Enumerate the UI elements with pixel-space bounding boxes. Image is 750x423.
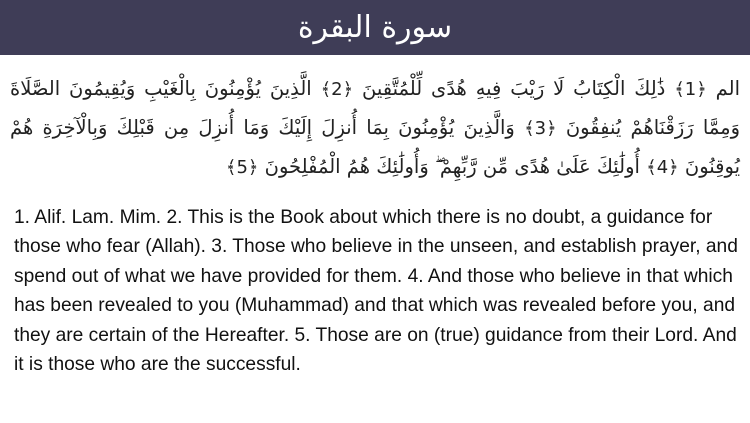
- verse-number-marker: ﴿5﴾: [225, 157, 259, 178]
- arabic-verse-text: أُولَٰئِكَ عَلَىٰ هُدًى مِّن رَّبِّهِمْ ۖ وَأُولَٰئِكَ هُمُ الْمُفْلِحُونَ: [264, 155, 640, 178]
- surah-title: سورة البقرة: [297, 9, 453, 45]
- arabic-verse-text: الم: [715, 77, 740, 100]
- arabic-verse-text: الَّذِينَ يُؤْمِنُونَ بِالْغَيْبِ وَيُقِيمُونَ الصَّلَاةَ وَمِمَّا رَزَقْنَاهُمْ يُنفِقُونَ: [10, 77, 740, 139]
- arabic-text-block: [10, 70, 740, 187]
- verse-number-marker: ﴿1﴾: [674, 79, 707, 100]
- arabic-verse-5: [226, 155, 640, 178]
- verse-number-marker: ﴿3﴾: [524, 118, 557, 139]
- arabic-verse-2: [321, 77, 666, 100]
- english-translation: 1. Alif. Lam. Mim. 2. This is the Book about which there is no doubt, a guidance for those who fear (Allah). 3. Those who believe in the unseen, and establish prayer, and spend out of what we have provided for them. 4. And those who believe in that which has been revealed to you (Muhammad) and that which was revealed before you, and they are certain of the Hereafter. 5. Those are on (true) guidance from their Lord. And it is those who are the successful.: [14, 207, 738, 376]
- arabic-verse-text: ذَٰلِكَ الْكِتَابُ لَا رَيْبَ فِيهِ هُدًى لِّلْمُتَّقِينَ: [362, 77, 666, 100]
- verse-number-marker: ﴿2﴾: [320, 79, 354, 100]
- title-banner: [0, 0, 750, 55]
- arabic-verse-1: [674, 77, 740, 100]
- verse-number-marker: ﴿4﴾: [646, 157, 679, 178]
- arabic-verse-text: وَالَّذِينَ يُؤْمِنُونَ بِمَا أُنزِلَ إِلَيْكَ وَمَا أُنزِلَ مِن قَبْلِكَ وَبِالْآخِرَةِ هُمْ يُوقِنُونَ: [10, 116, 740, 178]
